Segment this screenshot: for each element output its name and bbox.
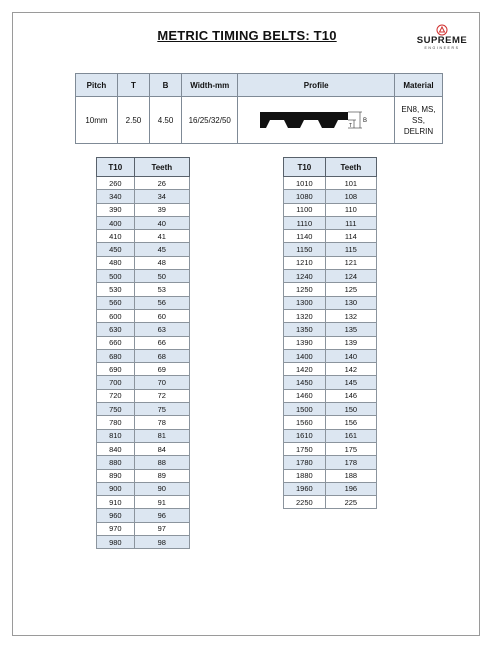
cell-length: 1560 [284, 416, 326, 429]
logo-brand-text: SUPREME [416, 35, 468, 46]
profile-label-b: B [363, 118, 368, 124]
cell-length: 880 [97, 456, 135, 469]
cell-teeth: 34 [134, 190, 189, 203]
table-row [97, 416, 190, 429]
table-row [97, 429, 190, 442]
cell-length: 1880 [284, 469, 326, 482]
table-row [97, 256, 190, 269]
header-t10: T10 [284, 158, 326, 177]
cell-length: 560 [97, 296, 135, 309]
cell-teeth: 88 [134, 456, 189, 469]
material-line: DELRIN [403, 126, 434, 136]
cell-teeth: 26 [134, 177, 189, 190]
cell-teeth: 135 [325, 323, 376, 336]
cell-length: 910 [97, 496, 135, 509]
table-row [97, 243, 190, 256]
cell-length: 1010 [284, 177, 326, 190]
table-row [284, 177, 377, 190]
cell-teeth: 56 [134, 296, 189, 309]
t10-teeth-table-right [283, 157, 377, 509]
table-row [284, 389, 377, 402]
header-teeth: Teeth [325, 158, 376, 177]
cell-length: 1240 [284, 270, 326, 283]
logo-tagline-text: ENGINEERS [424, 46, 460, 50]
cell-pitch: 10mm [76, 97, 118, 144]
cell-teeth: 175 [325, 442, 376, 455]
profile-label-t: T [349, 123, 353, 129]
table-row [284, 203, 377, 216]
table-row [284, 416, 377, 429]
cell-length: 530 [97, 283, 135, 296]
cell-teeth: 98 [134, 536, 189, 549]
table-row [284, 403, 377, 416]
table-row [284, 216, 377, 229]
material-line: EN8, MS, [401, 104, 436, 114]
table-row [284, 496, 377, 509]
cell-length: 750 [97, 403, 135, 416]
table-row [97, 349, 190, 362]
cell-teeth: 139 [325, 336, 376, 349]
table-row [284, 363, 377, 376]
cell-teeth: 60 [134, 309, 189, 322]
cell-teeth: 108 [325, 190, 376, 203]
cell-teeth: 50 [134, 270, 189, 283]
cell-teeth: 130 [325, 296, 376, 309]
cell-teeth: 90 [134, 482, 189, 495]
cell-teeth: 72 [134, 389, 189, 402]
cell-length: 1250 [284, 283, 326, 296]
company-logo [412, 24, 472, 51]
table-row [97, 509, 190, 522]
cell-length: 720 [97, 389, 135, 402]
table-row [97, 230, 190, 243]
cell-teeth: 145 [325, 376, 376, 389]
cell-material [394, 97, 442, 144]
table-row [97, 323, 190, 336]
cell-teeth: 66 [134, 336, 189, 349]
header-t10: T10 [97, 158, 135, 177]
table-row [284, 429, 377, 442]
cell-profile [238, 97, 395, 144]
table-row [284, 256, 377, 269]
cell-width: 16/25/32/50 [182, 97, 238, 144]
cell-length: 1390 [284, 336, 326, 349]
cell-t: 2.50 [117, 97, 149, 144]
cell-teeth: 84 [134, 442, 189, 455]
cell-length: 980 [97, 536, 135, 549]
header-t: T [117, 74, 149, 97]
table-row [97, 442, 190, 455]
table-row [97, 296, 190, 309]
cell-length: 1300 [284, 296, 326, 309]
cell-teeth: 41 [134, 230, 189, 243]
cell-length: 1460 [284, 389, 326, 402]
cell-teeth: 78 [134, 416, 189, 429]
cell-length: 260 [97, 177, 135, 190]
cell-length: 960 [97, 509, 135, 522]
cell-teeth: 161 [325, 429, 376, 442]
cell-length: 1100 [284, 203, 326, 216]
belt-spec-table [75, 73, 443, 144]
table-row [97, 522, 190, 535]
cell-teeth: 39 [134, 203, 189, 216]
cell-teeth: 125 [325, 283, 376, 296]
cell-length: 600 [97, 309, 135, 322]
table-row [284, 376, 377, 389]
cell-teeth: 140 [325, 349, 376, 362]
cell-teeth: 70 [134, 376, 189, 389]
cell-length: 1780 [284, 456, 326, 469]
cell-teeth: 150 [325, 403, 376, 416]
cell-teeth: 75 [134, 403, 189, 416]
cell-length: 970 [97, 522, 135, 535]
table-row [284, 456, 377, 469]
cell-length: 1150 [284, 243, 326, 256]
header-profile: Profile [238, 74, 395, 97]
cell-length: 500 [97, 270, 135, 283]
cell-teeth: 91 [134, 496, 189, 509]
header-teeth: Teeth [134, 158, 189, 177]
cell-length: 890 [97, 469, 135, 482]
cell-teeth: 101 [325, 177, 376, 190]
header-pitch: Pitch [76, 74, 118, 97]
header-width: Width-mm [182, 74, 238, 97]
table-row [97, 216, 190, 229]
table-row [97, 190, 190, 203]
table-row [284, 283, 377, 296]
cell-length: 1610 [284, 429, 326, 442]
cell-length: 1450 [284, 376, 326, 389]
cell-length: 900 [97, 482, 135, 495]
cell-length: 1350 [284, 323, 326, 336]
table-row [97, 403, 190, 416]
table-row [97, 270, 190, 283]
cell-length: 390 [97, 203, 135, 216]
material-line: SS, [412, 115, 425, 125]
cell-teeth: 156 [325, 416, 376, 429]
table-row [97, 283, 190, 296]
table-row [284, 442, 377, 455]
cell-teeth: 178 [325, 456, 376, 469]
cell-length: 680 [97, 349, 135, 362]
cell-length: 1400 [284, 349, 326, 362]
cell-teeth: 188 [325, 469, 376, 482]
cell-teeth: 142 [325, 363, 376, 376]
table-row [284, 323, 377, 336]
table-row [97, 482, 190, 495]
cell-teeth: 69 [134, 363, 189, 376]
table-row [284, 243, 377, 256]
cell-length: 700 [97, 376, 135, 389]
table-row [97, 496, 190, 509]
table-row [284, 270, 377, 283]
cell-length: 1420 [284, 363, 326, 376]
cell-length: 450 [97, 243, 135, 256]
table-row [97, 203, 190, 216]
cell-teeth: 132 [325, 309, 376, 322]
cell-teeth: 97 [134, 522, 189, 535]
cell-length: 340 [97, 190, 135, 203]
cell-length: 1750 [284, 442, 326, 455]
header-b: B [149, 74, 181, 97]
cell-teeth: 68 [134, 349, 189, 362]
table-row [284, 336, 377, 349]
page-title: METRIC TIMING BELTS: T10 [157, 28, 337, 43]
table-row [97, 309, 190, 322]
table-row [284, 296, 377, 309]
table-row [97, 177, 190, 190]
t10-teeth-table-left [96, 157, 190, 549]
spec-row [76, 97, 443, 144]
cell-teeth: 53 [134, 283, 189, 296]
cell-teeth: 115 [325, 243, 376, 256]
cell-b: 4.50 [149, 97, 181, 144]
cell-length: 410 [97, 230, 135, 243]
table-row [284, 309, 377, 322]
cell-teeth: 89 [134, 469, 189, 482]
table-row [284, 482, 377, 495]
table-row [284, 469, 377, 482]
cell-length: 1320 [284, 309, 326, 322]
cell-teeth: 121 [325, 256, 376, 269]
cell-length: 840 [97, 442, 135, 455]
cell-length: 780 [97, 416, 135, 429]
cell-length: 1110 [284, 216, 326, 229]
table-row [97, 536, 190, 549]
table-row [284, 190, 377, 203]
cell-teeth: 124 [325, 270, 376, 283]
cell-length: 400 [97, 216, 135, 229]
cell-teeth: 110 [325, 203, 376, 216]
cell-length: 810 [97, 429, 135, 442]
cell-teeth: 225 [325, 496, 376, 509]
table-row [97, 389, 190, 402]
table-row [97, 336, 190, 349]
cell-length: 1960 [284, 482, 326, 495]
cell-teeth: 40 [134, 216, 189, 229]
cell-length: 1500 [284, 403, 326, 416]
cell-teeth: 63 [134, 323, 189, 336]
cell-length: 660 [97, 336, 135, 349]
cell-teeth: 81 [134, 429, 189, 442]
cell-length: 2250 [284, 496, 326, 509]
cell-length: 690 [97, 363, 135, 376]
cell-length: 1140 [284, 230, 326, 243]
cell-teeth: 96 [134, 509, 189, 522]
cell-length: 1210 [284, 256, 326, 269]
cell-teeth: 45 [134, 243, 189, 256]
table-row [97, 376, 190, 389]
cell-length: 480 [97, 256, 135, 269]
header-material: Material [394, 74, 442, 97]
table-row [97, 363, 190, 376]
belt-profile-diagram [256, 106, 376, 134]
cell-length: 630 [97, 323, 135, 336]
cell-length: 1080 [284, 190, 326, 203]
cell-teeth: 114 [325, 230, 376, 243]
table-row [97, 469, 190, 482]
cell-teeth: 196 [325, 482, 376, 495]
cell-teeth: 48 [134, 256, 189, 269]
table-row [284, 349, 377, 362]
cell-teeth: 146 [325, 389, 376, 402]
table-row [284, 230, 377, 243]
cell-teeth: 111 [325, 216, 376, 229]
table-row [97, 456, 190, 469]
